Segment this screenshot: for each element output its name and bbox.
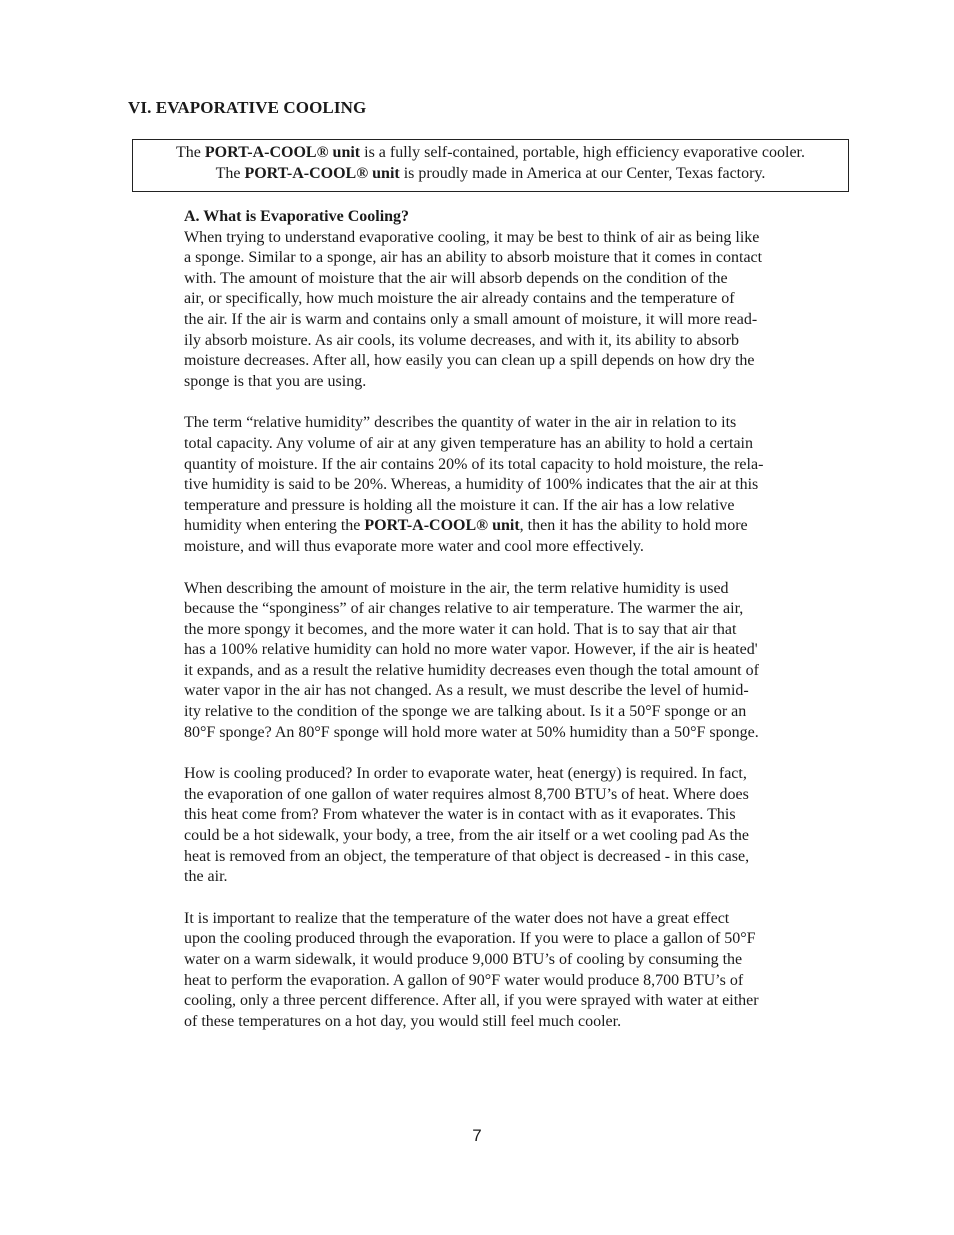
paragraph-line: moisture decreases. After all, how easily you can clean up a spill depends on how dry the bbox=[184, 352, 755, 370]
paragraph-line: moisture, and will thus evaporate more water and cool more effectively. bbox=[184, 537, 644, 555]
paragraph-line: When describing the amount of moisture in the air, the term relative humidity is used bbox=[184, 579, 729, 597]
paragraph-line: air, or specifically, how much moisture the air already contains and the temperature of bbox=[184, 290, 735, 308]
paragraph-line: How is cooling produced? In order to evaporate water, heat (energy) is required. In fact, bbox=[184, 765, 747, 783]
paragraph-line: water vapor in the air has not changed. As a result, we must describe the level of humid- bbox=[184, 682, 749, 700]
paragraph-line: because the “sponginess” of air changes relative to air temperature. The warmer the air, bbox=[184, 600, 744, 618]
paragraph-line: quantity of moisture. If the air contains 20% of its total capacity to hold moisture, the rela- bbox=[184, 455, 764, 473]
paragraph-line: of these temperatures on a hot day, you would still feel much cooler. bbox=[184, 1012, 622, 1030]
paragraph-line: the air. If the air is warm and contains only a small amount of moisture, it will more read- bbox=[184, 310, 758, 328]
paragraph-1 bbox=[184, 228, 852, 393]
paragraph-line: The term “relative humidity” describes the quantity of water in the air in relation to its bbox=[184, 414, 737, 432]
paragraph-line: the evaporation of one gallon of water requires almost 8,700 BTU’s of heat. Where does bbox=[184, 785, 749, 803]
product-name: PORT-A-COOL® unit bbox=[364, 517, 520, 535]
paragraph-line: heat to perform the evaporation. A gallon of 90°F water would produce 8,700 BTU’s of bbox=[184, 971, 744, 989]
paragraph-line: It is important to realize that the temperature of the water does not have a great effect bbox=[184, 909, 730, 927]
paragraph-line-pre: humidity when entering the bbox=[184, 517, 365, 535]
paragraph-line: ily absorb moisture. As air cools, its volume decreases, and with it, its ability to absorb bbox=[184, 331, 740, 349]
intro-line-2-post: is proudly made in America at our Center, Texas factory. bbox=[399, 165, 766, 182]
paragraph-3 bbox=[184, 579, 852, 744]
intro-line-2-product: PORT-A-COOL® unit bbox=[244, 165, 400, 182]
paragraph-line: with. The amount of moisture that the air will absorb depends on the condition of the bbox=[184, 269, 728, 287]
paragraph-2 bbox=[184, 413, 852, 557]
intro-line-2 bbox=[133, 163, 848, 184]
intro-line-1-post: is a fully self-contained, portable, high efficiency evaporative cooler. bbox=[360, 144, 805, 161]
paragraph-line: sponge is that you are using. bbox=[184, 372, 367, 390]
paragraph-line bbox=[184, 516, 852, 537]
paragraph-line: temperature and pressure is holding all the moisture it can. If the air has a low relative bbox=[184, 496, 735, 514]
paragraph-line: the air. bbox=[184, 868, 228, 886]
paragraph-line: it expands, and as a result the relative humidity decreases even though the total amount of bbox=[184, 661, 759, 679]
intro-line-1-pre: The bbox=[175, 144, 205, 161]
paragraph-line: ity relative to the condition of the sponge we are talking about. Is it a 50°F sponge or an bbox=[184, 703, 747, 721]
paragraph-line: cooling, only a three percent difference. After all, if you were sprayed with water at either bbox=[184, 992, 759, 1010]
paragraph-line: tive humidity is said to be 20%. Whereas, a humidity of 100% indicates that the air at this bbox=[184, 476, 759, 494]
section-heading: VI. EVAPORATIVE COOLING bbox=[128, 98, 367, 117]
paragraph-line: total capacity. Any volume of air at any given temperature has an ability to hold a certain bbox=[184, 434, 753, 452]
subsection-heading: A. What is Evaporative Cooling? bbox=[184, 208, 410, 225]
paragraph-line: a sponge. Similar to a sponge, air has an ability to absorb moisture that it comes in contact bbox=[184, 249, 763, 267]
main-content bbox=[184, 207, 852, 1053]
intro-line-1-product: PORT-A-COOL® unit bbox=[204, 144, 361, 161]
paragraph-line: could be a hot sidewalk, your body, a tree, from the air itself or a wet cooling pad As the bbox=[184, 827, 750, 845]
paragraph-line-post: , then it has the ability to hold more bbox=[519, 517, 748, 535]
intro-line-2-pre: The bbox=[215, 165, 245, 182]
paragraph-line: has a 100% relative humidity can hold no more water vapor. However, if the air is heated' bbox=[184, 641, 758, 659]
paragraph-line: When trying to understand evaporative cooling, it may be best to think of air as being like bbox=[184, 228, 760, 246]
paragraph-line: water on a warm sidewalk, it would produce 9,000 BTU’s of cooling by consuming the bbox=[184, 951, 743, 968]
page-number: 7 bbox=[472, 1126, 482, 1145]
paragraph-line: 80°F sponge? An 80°F sponge will hold more water at 50% humidity than a 50°F sponge. bbox=[184, 723, 759, 741]
paragraph-line: this heat come from? From whatever the water is in contact with as it evaporates. This bbox=[184, 806, 736, 824]
paragraph-4 bbox=[184, 764, 852, 888]
paragraph-5 bbox=[184, 909, 852, 1033]
paragraph-line: the more spongy it becomes, and the more water it can hold. That is to say that air that bbox=[184, 620, 737, 638]
paragraph-line: upon the cooling produced through the evaporation. If you were to place a gallon of 50°F bbox=[184, 930, 756, 948]
intro-line-1 bbox=[133, 142, 848, 163]
paragraph-line: heat is removed from an object, the temperature of that object is decreased - in this case, bbox=[184, 847, 750, 865]
intro-box bbox=[132, 139, 849, 192]
